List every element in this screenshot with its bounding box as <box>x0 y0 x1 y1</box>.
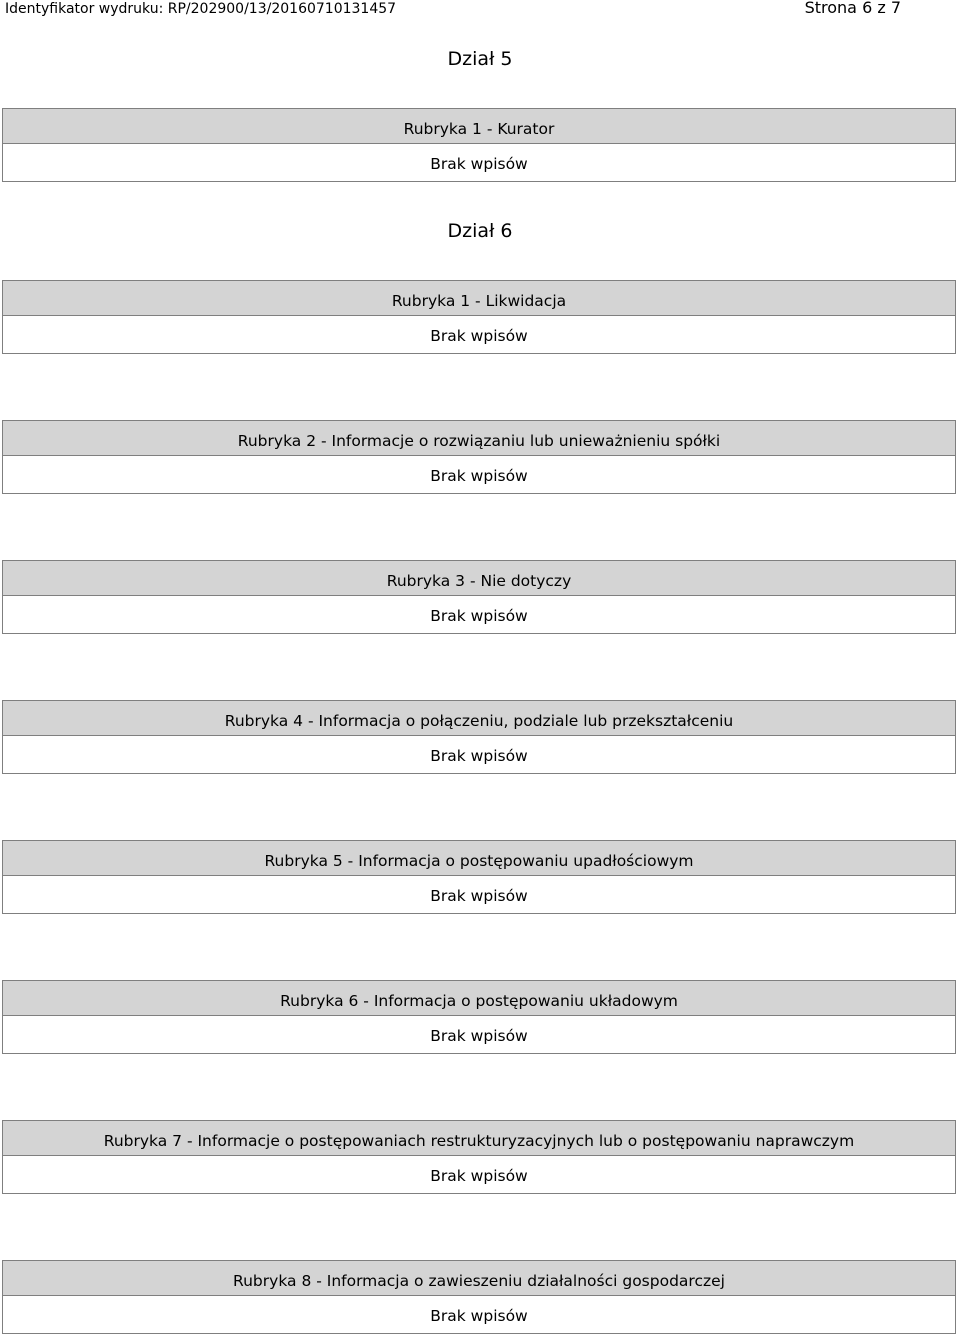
rubric-title: Rubryka 7 - Informacje o postępowaniach restrukturyzacyjnych lub o postępowaniu naprawczym <box>3 1121 955 1156</box>
rubric-dzial6-5 <box>2 840 956 914</box>
section-title-dzial-5: Dział 5 <box>447 48 513 70</box>
rubric-content: Brak wpisów <box>430 327 528 345</box>
rubric-title: Rubryka 6 - Informacja o postępowaniu układowym <box>3 981 955 1016</box>
rubric-dzial6-7 <box>2 1120 956 1194</box>
rubric-content: Brak wpisów <box>430 467 528 485</box>
rubric-dzial6-1 <box>2 280 956 354</box>
rubric-title: Rubryka 4 - Informacja o połączeniu, podziale lub przekształceniu <box>3 701 955 736</box>
rubric-content: Brak wpisów <box>430 155 528 173</box>
rubric-title: Rubryka 5 - Informacja o postępowaniu upadłościowym <box>3 841 955 876</box>
print-identifier: Identyfikator wydruku: RP/202900/13/20160710131457 <box>5 1 397 17</box>
rubric-dzial6-2 <box>2 420 956 494</box>
rubric-dzial6-3 <box>2 560 956 634</box>
rubric-content: Brak wpisów <box>430 887 528 905</box>
rubric-content: Brak wpisów <box>430 1167 528 1185</box>
page-number: Strona 6 z 7 <box>804 0 901 17</box>
rubric-title: Rubryka 1 - Likwidacja <box>3 281 955 316</box>
rubric-content: Brak wpisów <box>430 747 528 765</box>
rubric-content: Brak wpisów <box>430 1027 528 1045</box>
rubric-title: Rubryka 3 - Nie dotyczy <box>3 561 955 596</box>
rubric-dzial6-6 <box>2 980 956 1054</box>
section-title-dzial-6: Dział 6 <box>447 220 513 242</box>
rubric-content: Brak wpisów <box>430 607 528 625</box>
rubric-content: Brak wpisów <box>430 1307 528 1325</box>
rubric-title: Rubryka 8 - Informacja o zawieszeniu działalności gospodarczej <box>3 1261 955 1296</box>
rubric-title: Rubryka 2 - Informacje o rozwiązaniu lub unieważnieniu spółki <box>3 421 955 456</box>
rubric-dzial6-4 <box>2 700 956 774</box>
rubric-dzial5-1 <box>2 108 956 182</box>
rubric-title: Rubryka 1 - Kurator <box>3 109 955 144</box>
rubric-dzial6-8 <box>2 1260 956 1334</box>
